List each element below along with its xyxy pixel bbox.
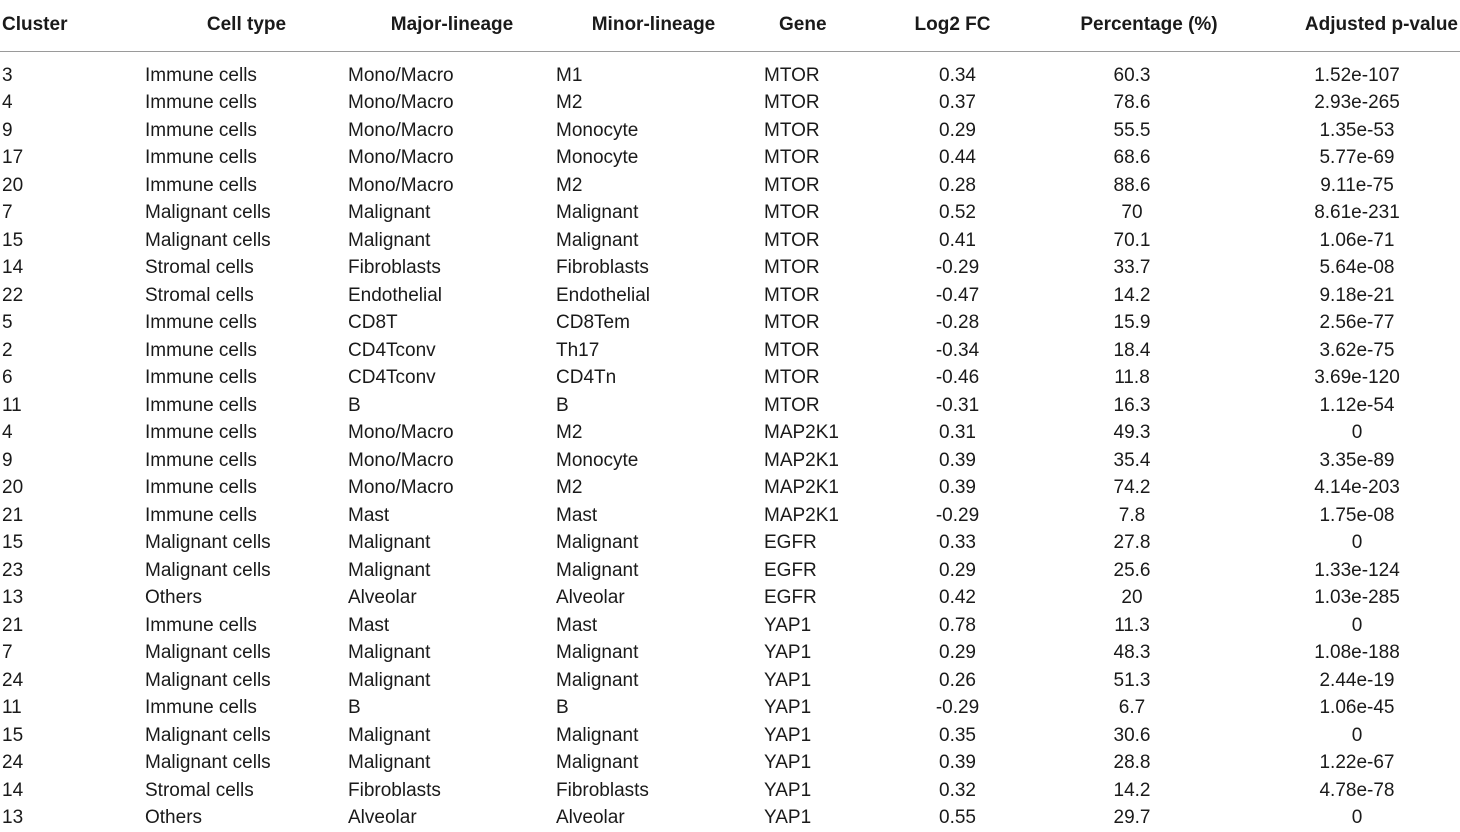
cell-major-lineage: Alveolar — [348, 585, 556, 613]
cell-minor-lineage: Monocyte — [556, 145, 751, 173]
cell-percentage: 29.7 — [1044, 805, 1254, 832]
cell-log2fc: 0.34 — [861, 52, 1044, 90]
cell-major-lineage: Endothelial — [348, 282, 556, 310]
table-row — [0, 475, 1460, 503]
cell-log2fc: 0.32 — [861, 777, 1044, 805]
cell-gene: MTOR — [751, 90, 861, 118]
cell-major-lineage: CD4Tconv — [348, 365, 556, 393]
cell-cell-type: Immune cells — [145, 447, 348, 475]
cell-percentage: 60.3 — [1044, 52, 1254, 90]
cell-log2fc: 0.29 — [861, 640, 1044, 668]
cell-cluster: 23 — [0, 557, 145, 585]
cell-major-lineage: Malignant — [348, 750, 556, 778]
cell-major-lineage: Mono/Macro — [348, 172, 556, 200]
cell-minor-lineage: Malignant — [556, 722, 751, 750]
cell-cell-type: Immune cells — [145, 612, 348, 640]
cell-gene: EGFR — [751, 530, 861, 558]
cell-minor-lineage: Mast — [556, 502, 751, 530]
cell-adjusted-p-value: 3.62e-75 — [1254, 337, 1460, 365]
cell-gene: MTOR — [751, 365, 861, 393]
cell-cluster: 15 — [0, 227, 145, 255]
cell-cell-type: Malignant cells — [145, 640, 348, 668]
cell-cell-type: Others — [145, 585, 348, 613]
table-row — [0, 777, 1460, 805]
table-row — [0, 502, 1460, 530]
cell-cell-type: Immune cells — [145, 392, 348, 420]
header-gene: Gene — [751, 0, 861, 52]
cell-minor-lineage: CD8Tem — [556, 310, 751, 338]
cell-major-lineage: B — [348, 695, 556, 723]
cell-gene: MAP2K1 — [751, 420, 861, 448]
cell-minor-lineage: CD4Tn — [556, 365, 751, 393]
table-row — [0, 52, 1460, 90]
cell-minor-lineage: Alveolar — [556, 585, 751, 613]
cell-gene: MTOR — [751, 310, 861, 338]
cell-cell-type: Stromal cells — [145, 777, 348, 805]
cell-log2fc: 0.31 — [861, 420, 1044, 448]
table-row — [0, 530, 1460, 558]
cell-cluster: 14 — [0, 777, 145, 805]
cell-cluster: 5 — [0, 310, 145, 338]
cell-cluster: 9 — [0, 447, 145, 475]
cell-cell-type: Immune cells — [145, 420, 348, 448]
table-row — [0, 282, 1460, 310]
cell-minor-lineage: M2 — [556, 90, 751, 118]
cell-minor-lineage: Malignant — [556, 640, 751, 668]
header-major-lineage: Major-lineage — [348, 0, 556, 52]
cell-cell-type: Malignant cells — [145, 750, 348, 778]
cell-percentage: 25.6 — [1044, 557, 1254, 585]
cell-cell-type: Stromal cells — [145, 282, 348, 310]
cell-cluster: 15 — [0, 530, 145, 558]
cell-percentage: 14.2 — [1044, 777, 1254, 805]
cell-minor-lineage: Alveolar — [556, 805, 751, 832]
cell-adjusted-p-value: 0 — [1254, 722, 1460, 750]
cell-gene: EGFR — [751, 557, 861, 585]
cell-gene: EGFR — [751, 585, 861, 613]
cell-cluster: 21 — [0, 502, 145, 530]
cell-adjusted-p-value: 2.44e-19 — [1254, 667, 1460, 695]
cell-log2fc: 0.39 — [861, 475, 1044, 503]
cell-adjusted-p-value: 4.14e-203 — [1254, 475, 1460, 503]
cell-minor-lineage: Fibroblasts — [556, 255, 751, 283]
cell-log2fc: -0.47 — [861, 282, 1044, 310]
cell-adjusted-p-value: 9.11e-75 — [1254, 172, 1460, 200]
header-cell-type: Cell type — [145, 0, 348, 52]
cell-log2fc: 0.35 — [861, 722, 1044, 750]
cell-cluster: 17 — [0, 145, 145, 173]
cell-cell-type: Others — [145, 805, 348, 832]
cell-log2fc: -0.29 — [861, 255, 1044, 283]
header-row — [0, 0, 1460, 52]
cell-major-lineage: Mono/Macro — [348, 90, 556, 118]
cell-percentage: 14.2 — [1044, 282, 1254, 310]
cell-percentage: 48.3 — [1044, 640, 1254, 668]
cell-gene: YAP1 — [751, 612, 861, 640]
cell-percentage: 27.8 — [1044, 530, 1254, 558]
cell-minor-lineage: Malignant — [556, 227, 751, 255]
cell-adjusted-p-value: 0 — [1254, 805, 1460, 832]
cell-cluster: 14 — [0, 255, 145, 283]
cell-major-lineage: Malignant — [348, 722, 556, 750]
cell-log2fc: 0.39 — [861, 447, 1044, 475]
cell-cell-type: Malignant cells — [145, 200, 348, 228]
cell-cluster: 24 — [0, 750, 145, 778]
cell-major-lineage: Mast — [348, 612, 556, 640]
cell-minor-lineage: B — [556, 695, 751, 723]
header-minor-lineage: Minor-lineage — [556, 0, 751, 52]
header-cluster: Cluster — [0, 0, 145, 52]
cell-cell-type: Malignant cells — [145, 722, 348, 750]
header-percentage: Percentage (%) — [1044, 0, 1254, 52]
cell-log2fc: 0.29 — [861, 117, 1044, 145]
cell-adjusted-p-value: 2.56e-77 — [1254, 310, 1460, 338]
cell-cell-type: Malignant cells — [145, 227, 348, 255]
cell-cell-type: Stromal cells — [145, 255, 348, 283]
cell-percentage: 70.1 — [1044, 227, 1254, 255]
cell-percentage: 6.7 — [1044, 695, 1254, 723]
cell-adjusted-p-value: 0 — [1254, 530, 1460, 558]
cell-gene: MTOR — [751, 145, 861, 173]
cell-cell-type: Immune cells — [145, 502, 348, 530]
cell-minor-lineage: Malignant — [556, 667, 751, 695]
cell-major-lineage: Malignant — [348, 667, 556, 695]
cell-cluster: 21 — [0, 612, 145, 640]
table-row — [0, 117, 1460, 145]
table-row — [0, 90, 1460, 118]
cell-percentage: 88.6 — [1044, 172, 1254, 200]
cell-gene: YAP1 — [751, 667, 861, 695]
cell-log2fc: 0.41 — [861, 227, 1044, 255]
cell-cell-type: Immune cells — [145, 365, 348, 393]
cell-adjusted-p-value: 1.35e-53 — [1254, 117, 1460, 145]
cell-percentage: 78.6 — [1044, 90, 1254, 118]
cell-major-lineage: Mono/Macro — [348, 52, 556, 90]
cell-cell-type: Immune cells — [145, 52, 348, 90]
cell-major-lineage: B — [348, 392, 556, 420]
cell-cluster: 7 — [0, 200, 145, 228]
cell-percentage: 28.8 — [1044, 750, 1254, 778]
header-log2fc: Log2 FC — [861, 0, 1044, 52]
cell-adjusted-p-value: 4.78e-78 — [1254, 777, 1460, 805]
table-row — [0, 585, 1460, 613]
cell-percentage: 18.4 — [1044, 337, 1254, 365]
cell-minor-lineage: Th17 — [556, 337, 751, 365]
cell-minor-lineage: M1 — [556, 52, 751, 90]
table-body — [0, 52, 1460, 832]
header-adjusted-p-value: Adjusted p-value — [1254, 0, 1460, 52]
cell-cell-type: Malignant cells — [145, 557, 348, 585]
cell-log2fc: 0.42 — [861, 585, 1044, 613]
cell-cluster: 24 — [0, 667, 145, 695]
cell-gene: MAP2K1 — [751, 502, 861, 530]
cell-minor-lineage: B — [556, 392, 751, 420]
cell-cluster: 4 — [0, 420, 145, 448]
table-row — [0, 200, 1460, 228]
cell-log2fc: 0.29 — [861, 557, 1044, 585]
cell-minor-lineage: M2 — [556, 172, 751, 200]
cell-major-lineage: Malignant — [348, 227, 556, 255]
cell-gene: YAP1 — [751, 722, 861, 750]
cell-gene: MTOR — [751, 392, 861, 420]
table-header — [0, 0, 1460, 52]
cell-percentage: 15.9 — [1044, 310, 1254, 338]
cell-major-lineage: Malignant — [348, 530, 556, 558]
cell-adjusted-p-value: 0 — [1254, 612, 1460, 640]
table-row — [0, 750, 1460, 778]
table-row — [0, 392, 1460, 420]
cell-adjusted-p-value: 9.18e-21 — [1254, 282, 1460, 310]
cell-percentage: 49.3 — [1044, 420, 1254, 448]
table-row — [0, 805, 1460, 832]
cell-log2fc: 0.26 — [861, 667, 1044, 695]
cell-major-lineage: CD8T — [348, 310, 556, 338]
cell-percentage: 30.6 — [1044, 722, 1254, 750]
cell-log2fc: 0.37 — [861, 90, 1044, 118]
cell-cluster: 20 — [0, 172, 145, 200]
cell-percentage: 70 — [1044, 200, 1254, 228]
cell-percentage: 16.3 — [1044, 392, 1254, 420]
cell-cell-type: Immune cells — [145, 90, 348, 118]
table-row — [0, 145, 1460, 173]
cell-cluster: 13 — [0, 805, 145, 832]
cell-log2fc: -0.29 — [861, 502, 1044, 530]
cell-cell-type: Immune cells — [145, 310, 348, 338]
cell-gene: MTOR — [751, 255, 861, 283]
cell-major-lineage: Malignant — [348, 640, 556, 668]
cell-adjusted-p-value: 1.06e-71 — [1254, 227, 1460, 255]
table-row — [0, 447, 1460, 475]
cell-adjusted-p-value: 8.61e-231 — [1254, 200, 1460, 228]
cell-gene: MTOR — [751, 52, 861, 90]
cell-cluster: 11 — [0, 695, 145, 723]
table-row — [0, 255, 1460, 283]
cell-major-lineage: Malignant — [348, 557, 556, 585]
cell-percentage: 33.7 — [1044, 255, 1254, 283]
cell-adjusted-p-value: 0 — [1254, 420, 1460, 448]
cell-log2fc: -0.46 — [861, 365, 1044, 393]
cell-minor-lineage: Fibroblasts — [556, 777, 751, 805]
cell-minor-lineage: Malignant — [556, 750, 751, 778]
cell-percentage: 11.3 — [1044, 612, 1254, 640]
table-row — [0, 722, 1460, 750]
cell-minor-lineage: Endothelial — [556, 282, 751, 310]
table-row — [0, 667, 1460, 695]
cell-adjusted-p-value: 5.64e-08 — [1254, 255, 1460, 283]
cell-cell-type: Immune cells — [145, 695, 348, 723]
cell-major-lineage: Fibroblasts — [348, 777, 556, 805]
cell-gene: MTOR — [751, 117, 861, 145]
cell-percentage: 20 — [1044, 585, 1254, 613]
cell-major-lineage: Fibroblasts — [348, 255, 556, 283]
cell-major-lineage: Mono/Macro — [348, 117, 556, 145]
cell-adjusted-p-value: 5.77e-69 — [1254, 145, 1460, 173]
cell-percentage: 74.2 — [1044, 475, 1254, 503]
cell-major-lineage: Mono/Macro — [348, 145, 556, 173]
cell-cluster: 22 — [0, 282, 145, 310]
cell-cluster: 15 — [0, 722, 145, 750]
cell-major-lineage: Mono/Macro — [348, 475, 556, 503]
cell-adjusted-p-value: 1.52e-107 — [1254, 52, 1460, 90]
cell-cluster: 7 — [0, 640, 145, 668]
cell-major-lineage: CD4Tconv — [348, 337, 556, 365]
cell-log2fc: -0.28 — [861, 310, 1044, 338]
cell-major-lineage: Malignant — [348, 200, 556, 228]
cell-adjusted-p-value: 1.12e-54 — [1254, 392, 1460, 420]
cell-cluster: 4 — [0, 90, 145, 118]
cell-gene: MTOR — [751, 227, 861, 255]
cell-cluster: 3 — [0, 52, 145, 90]
cell-log2fc: 0.28 — [861, 172, 1044, 200]
cell-adjusted-p-value: 3.35e-89 — [1254, 447, 1460, 475]
cell-log2fc: 0.33 — [861, 530, 1044, 558]
cell-major-lineage: Alveolar — [348, 805, 556, 832]
cell-major-lineage: Mono/Macro — [348, 420, 556, 448]
table-row — [0, 612, 1460, 640]
cell-gene: MAP2K1 — [751, 475, 861, 503]
cell-cluster: 13 — [0, 585, 145, 613]
cell-cluster: 2 — [0, 337, 145, 365]
table-row — [0, 337, 1460, 365]
cell-gene: YAP1 — [751, 777, 861, 805]
cell-gene: YAP1 — [751, 805, 861, 832]
cell-cell-type: Immune cells — [145, 337, 348, 365]
cell-gene: MTOR — [751, 200, 861, 228]
cell-minor-lineage: Monocyte — [556, 117, 751, 145]
cell-gene: MTOR — [751, 282, 861, 310]
cell-adjusted-p-value: 1.06e-45 — [1254, 695, 1460, 723]
cell-adjusted-p-value: 2.93e-265 — [1254, 90, 1460, 118]
cell-gene: MTOR — [751, 337, 861, 365]
cell-minor-lineage: Monocyte — [556, 447, 751, 475]
cell-adjusted-p-value: 1.08e-188 — [1254, 640, 1460, 668]
cell-minor-lineage: M2 — [556, 475, 751, 503]
cell-percentage: 7.8 — [1044, 502, 1254, 530]
cell-log2fc: 0.55 — [861, 805, 1044, 832]
cell-log2fc: 0.44 — [861, 145, 1044, 173]
cell-major-lineage: Mono/Macro — [348, 447, 556, 475]
table-row — [0, 640, 1460, 668]
cell-cluster: 9 — [0, 117, 145, 145]
cell-cluster: 11 — [0, 392, 145, 420]
cell-gene: MTOR — [751, 172, 861, 200]
cell-cell-type: Malignant cells — [145, 667, 348, 695]
table-row — [0, 227, 1460, 255]
table-row — [0, 365, 1460, 393]
cell-cell-type: Malignant cells — [145, 530, 348, 558]
cell-minor-lineage: Malignant — [556, 530, 751, 558]
table-row — [0, 695, 1460, 723]
cell-log2fc: -0.29 — [861, 695, 1044, 723]
cell-adjusted-p-value: 3.69e-120 — [1254, 365, 1460, 393]
cell-percentage: 11.8 — [1044, 365, 1254, 393]
cell-major-lineage: Mast — [348, 502, 556, 530]
table-row — [0, 420, 1460, 448]
cell-cell-type: Immune cells — [145, 117, 348, 145]
cell-cell-type: Immune cells — [145, 475, 348, 503]
cell-minor-lineage: Malignant — [556, 557, 751, 585]
table-row — [0, 172, 1460, 200]
cell-log2fc: -0.31 — [861, 392, 1044, 420]
cell-adjusted-p-value: 1.75e-08 — [1254, 502, 1460, 530]
cell-minor-lineage: M2 — [556, 420, 751, 448]
cell-minor-lineage: Malignant — [556, 200, 751, 228]
cell-gene: YAP1 — [751, 750, 861, 778]
cell-percentage: 68.6 — [1044, 145, 1254, 173]
cell-percentage: 35.4 — [1044, 447, 1254, 475]
cell-cell-type: Immune cells — [145, 172, 348, 200]
table-row — [0, 557, 1460, 585]
cell-adjusted-p-value: 1.22e-67 — [1254, 750, 1460, 778]
cell-log2fc: 0.78 — [861, 612, 1044, 640]
cell-log2fc: -0.34 — [861, 337, 1044, 365]
cell-adjusted-p-value: 1.03e-285 — [1254, 585, 1460, 613]
table-row — [0, 310, 1460, 338]
cell-cell-type: Immune cells — [145, 145, 348, 173]
cell-log2fc: 0.52 — [861, 200, 1044, 228]
cell-cluster: 20 — [0, 475, 145, 503]
cell-cluster: 6 — [0, 365, 145, 393]
cell-percentage: 55.5 — [1044, 117, 1254, 145]
cell-minor-lineage: Mast — [556, 612, 751, 640]
cell-gene: MAP2K1 — [751, 447, 861, 475]
cell-adjusted-p-value: 1.33e-124 — [1254, 557, 1460, 585]
cell-gene: YAP1 — [751, 640, 861, 668]
cell-log2fc: 0.39 — [861, 750, 1044, 778]
cell-percentage: 51.3 — [1044, 667, 1254, 695]
cell-gene: YAP1 — [751, 695, 861, 723]
